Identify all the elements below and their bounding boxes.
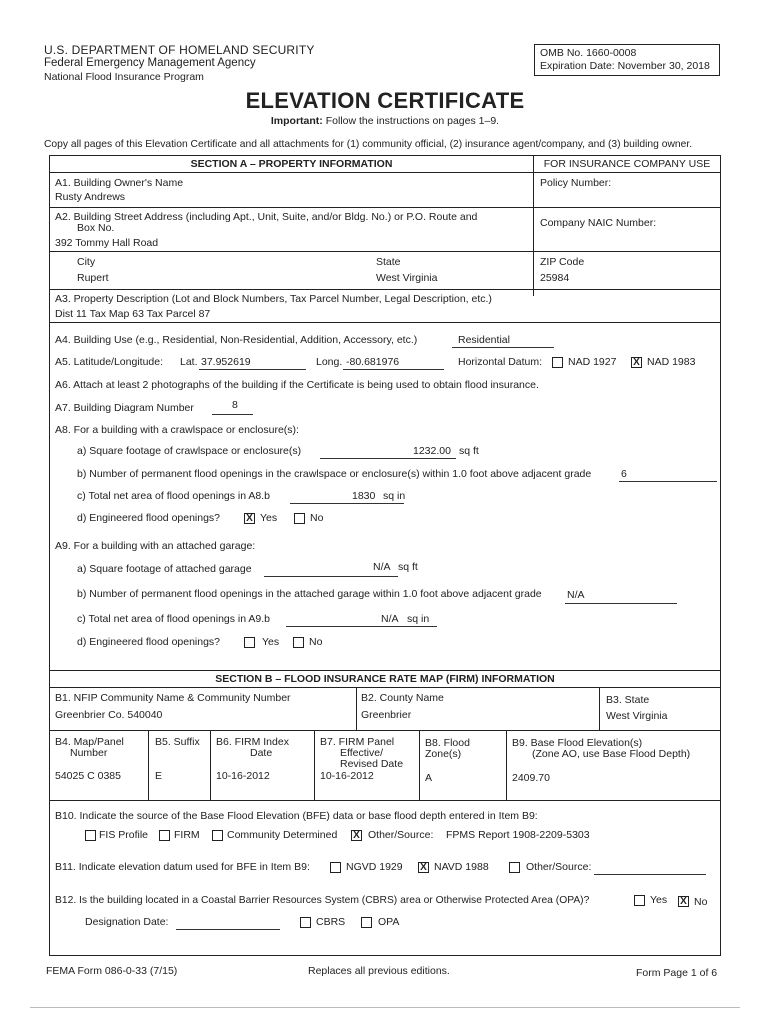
a9a-unit: sq ft <box>398 561 418 573</box>
divider <box>49 800 721 801</box>
fis-profile-label: FIS Profile <box>99 829 149 841</box>
page-number: Form Page 1 of 6 <box>636 967 718 979</box>
divider <box>49 172 721 173</box>
section-a-title: SECTION A – PROPERTY INFORMATION <box>190 158 393 170</box>
underline <box>320 458 456 459</box>
important-note <box>0 115 770 127</box>
opa-label: OPA <box>378 916 400 928</box>
b7-label-cont: Effective/ <box>340 747 383 759</box>
b6-label-cont: Date <box>250 747 273 759</box>
firm-checkbox[interactable] <box>159 830 170 841</box>
a9a-value[interactable]: N/A <box>373 561 391 573</box>
a9d-yes-label: Yes <box>262 636 280 648</box>
a8b-value[interactable]: 6 <box>621 468 627 480</box>
important-text: Follow the instructions on pages 1–9. <box>325 115 500 127</box>
community-determined-label: Community Determined <box>227 829 338 841</box>
underline <box>212 414 253 415</box>
community-determined-checkbox[interactable] <box>212 830 223 841</box>
underline <box>594 874 706 875</box>
divider <box>49 670 721 671</box>
other-datum-label: Other/Source: <box>526 861 592 873</box>
b10-label: B10. Indicate the source of the Base Flood Elevation (BFE) data or base flood depth entered in Item B9: <box>55 810 538 822</box>
cbrs-label: CBRS <box>316 916 346 928</box>
b6-label: B6. FIRM Index <box>216 736 289 748</box>
policy-number-label: Policy Number: <box>540 177 612 189</box>
divider <box>148 730 149 800</box>
b9-value[interactable]: 2409.70 <box>512 772 550 784</box>
designation-date-label: Designation Date: <box>85 916 169 928</box>
underline <box>286 626 437 627</box>
other-source-value[interactable]: FPMS Report 1908-2209-5303 <box>446 829 590 841</box>
b6-value[interactable]: 10-16-2012 <box>216 770 270 782</box>
b7-label-cont2: Revised Date <box>340 758 404 770</box>
a9d-yes-checkbox[interactable] <box>244 637 255 648</box>
divider <box>49 687 721 688</box>
b2-label: B2. County Name <box>361 692 444 704</box>
a3-label: A3. Property Description (Lot and Block Numbers, Tax Parcel Number, Legal Description, etc.) <box>55 293 492 305</box>
a9a-label: a) Square footage of attached garage <box>77 563 252 575</box>
b3-label: B3. State <box>606 694 650 706</box>
important-label: Important: <box>270 115 323 127</box>
divider <box>533 251 721 252</box>
divider <box>356 687 357 730</box>
state-value[interactable]: West Virginia <box>376 272 438 284</box>
a1-value[interactable]: Rusty Andrews <box>55 191 126 203</box>
replaces-note: Replaces all previous editions. <box>308 965 450 977</box>
a8c-label: c) Total net area of flood openings in A8.b <box>77 490 271 502</box>
b4-label: B4. Map/Panel <box>55 736 124 748</box>
underline <box>290 503 404 504</box>
divider <box>314 730 315 800</box>
horizontal-datum-label: Horizontal Datum: <box>458 356 543 368</box>
program-name: National Flood Insurance Program <box>44 71 204 83</box>
omb-box <box>534 44 720 76</box>
divider <box>599 687 600 730</box>
a7-label: A7. Building Diagram Number <box>55 402 194 414</box>
a8a-value[interactable]: 1232.00 <box>413 445 451 457</box>
divider <box>419 730 420 800</box>
a9d-no-label: No <box>309 636 323 648</box>
long-label: Long. <box>316 356 343 368</box>
b12-no-checkbox[interactable]: X <box>678 896 689 907</box>
a8d-no-label: No <box>310 512 324 524</box>
city-value[interactable]: Rupert <box>77 272 109 284</box>
nad1983-checkbox[interactable]: X <box>631 357 642 368</box>
a8d-label: d) Engineered flood openings? <box>77 512 221 524</box>
a9c-label: c) Total net area of flood openings in A9.b <box>77 613 271 625</box>
a8c-value[interactable]: 1830 <box>352 490 376 502</box>
a9b-label: b) Number of permanent flood openings in the attached garage within 1.0 foot above adjacent grade <box>77 588 542 600</box>
b12-yes-checkbox[interactable] <box>634 895 645 906</box>
a9c-unit: sq in <box>407 613 430 625</box>
a4-label: A4. Building Use (e.g., Residential, Non-Residential, Addition, Accessory, etc.) <box>55 334 418 346</box>
a9c-value[interactable]: N/A <box>381 613 399 625</box>
divider <box>49 251 533 252</box>
a8a-unit: sq ft <box>459 445 479 457</box>
zip-value[interactable]: 25984 <box>540 272 570 284</box>
a8d-yes-label: Yes <box>260 512 278 524</box>
divider <box>506 730 507 800</box>
b11-label: B11. Indicate elevation datum used for BFE in Item B9: <box>55 861 310 873</box>
a8-label: A8. For a building with a crawlspace or enclosure(s): <box>55 424 299 436</box>
a8d-yes-checkbox[interactable]: X <box>244 513 255 524</box>
cbrs-checkbox[interactable] <box>300 917 311 928</box>
state-label: State <box>376 256 401 268</box>
a3-value[interactable]: Dist 11 Tax Map 63 Tax Parcel 87 <box>55 308 211 320</box>
a1-label: A1. Building Owner's Name <box>55 177 184 189</box>
divider <box>49 322 721 323</box>
b3-value[interactable]: West Virginia <box>606 710 668 722</box>
a9-label: A9. For a building with an attached garage: <box>55 540 256 552</box>
underline <box>264 576 398 577</box>
a8d-no-checkbox[interactable] <box>294 513 305 524</box>
ngvd1929-label: NGVD 1929 <box>346 861 403 873</box>
b9-label-cont: (Zone AO, use Base Flood Depth) <box>532 748 691 760</box>
b7-value[interactable]: 10-16-2012 <box>320 770 374 782</box>
lat-value[interactable]: 37.952619 <box>201 356 251 368</box>
nad1927-checkbox[interactable] <box>552 357 563 368</box>
other-source-label: Other/Source: <box>368 829 434 841</box>
a7-value[interactable]: 8 <box>232 399 238 411</box>
b8-label: B8. Flood <box>425 737 470 749</box>
b9-label: B9. Base Flood Elevation(s) <box>512 737 643 749</box>
underline <box>343 369 444 370</box>
insurance-divider <box>533 155 534 296</box>
expiration-date: Expiration Date: November 30, 2018 <box>540 60 710 72</box>
a8b-label: b) Number of permanent flood openings in the crawlspace or enclosure(s) within 1.0 foot above adjacent grade <box>77 468 592 480</box>
b2-value[interactable]: Greenbrier <box>361 709 412 721</box>
copy-note: Copy all pages of this Elevation Certificate and all attachments for (1) community official, (2) insurance agent/company, and (3) building owner. <box>44 139 693 150</box>
b5-value[interactable]: E <box>155 770 163 782</box>
divider <box>49 289 721 290</box>
lat-label: Lat. <box>180 356 198 368</box>
b8-label-cont: Zone(s) <box>425 748 462 760</box>
firm-label: FIRM <box>174 829 200 841</box>
divider <box>49 730 721 731</box>
a2-label: A2. Building Street Address (including Apt., Unit, Suite, and/or Bldg. No.) or P.O. Route and <box>55 211 478 223</box>
underline <box>619 481 717 482</box>
a9d-label: d) Engineered flood openings? <box>77 636 221 648</box>
omb-number: OMB No. 1660-0008 <box>540 47 637 59</box>
a5-label: A5. Latitude/Longitude: <box>55 356 164 368</box>
a2-label-cont: Box No. <box>77 222 115 234</box>
zip-label: ZIP Code <box>540 256 585 268</box>
b4-label-cont: Number <box>70 747 108 759</box>
agency-name: Federal Emergency Management Agency <box>44 57 256 69</box>
page-title: ELEVATION CERTIFICATE <box>245 88 525 113</box>
a6-label: A6. Attach at least 2 photographs of the building if the Certificate is being used to obtain flood insurance. <box>55 379 539 391</box>
a2-value[interactable]: 392 Tommy Hall Road <box>55 237 159 249</box>
ngvd1929-checkbox[interactable] <box>330 862 341 873</box>
insurance-company-header: FOR INSURANCE COMPANY USE <box>543 158 711 170</box>
nad1983-label: NAD 1983 <box>647 356 696 368</box>
underline <box>565 603 677 604</box>
bottom-rule <box>30 1007 740 1008</box>
divider <box>49 207 721 208</box>
section-b-title: SECTION B – FLOOD INSURANCE RATE MAP (FIRM) INFORMATION <box>215 673 555 685</box>
underline <box>176 929 280 930</box>
b4-value[interactable]: 54025 C 0385 <box>55 770 121 782</box>
navd1988-label: NAVD 1988 <box>434 861 489 873</box>
other-datum-checkbox[interactable] <box>509 862 520 873</box>
b12-label: B12. Is the building located in a Coastal Barrier Resources System (CBRS) area or Otherwise Protected Area (OPA)? <box>55 895 590 906</box>
b12-yes-label: Yes <box>650 894 668 906</box>
a9d-no-checkbox[interactable] <box>293 637 304 648</box>
b8-value[interactable]: A <box>425 772 433 784</box>
fis-profile-checkbox[interactable] <box>85 830 96 841</box>
underline <box>452 347 554 348</box>
long-value[interactable]: -80.681976 <box>346 356 400 368</box>
a9b-value[interactable]: N/A <box>567 589 585 601</box>
b12-no-label: No <box>694 896 708 908</box>
b5-label: B5. Suffix <box>155 736 200 748</box>
company-naic-label: Company NAIC Number: <box>540 217 657 229</box>
b1-label: B1. NFIP Community Name & Community Number <box>55 692 291 704</box>
navd1988-checkbox[interactable]: X <box>418 862 429 873</box>
a4-value[interactable]: Residential <box>458 334 510 346</box>
divider <box>210 730 211 800</box>
underline <box>199 369 306 370</box>
b7-label: B7. FIRM Panel <box>320 736 395 748</box>
opa-checkbox[interactable] <box>361 917 372 928</box>
other-source-checkbox[interactable]: X <box>351 830 362 841</box>
city-label: City <box>77 256 96 268</box>
nad1927-label: NAD 1927 <box>568 356 617 368</box>
a8c-unit: sq in <box>383 490 406 502</box>
b1-value[interactable]: Greenbrier Co. 540040 <box>55 709 163 721</box>
form-number: FEMA Form 086-0-33 (7/15) <box>46 965 178 977</box>
department-name: U.S. DEPARTMENT OF HOMELAND SECURITY <box>44 43 315 57</box>
a8a-label: a) Square footage of crawlspace or enclosure(s) <box>77 445 302 457</box>
